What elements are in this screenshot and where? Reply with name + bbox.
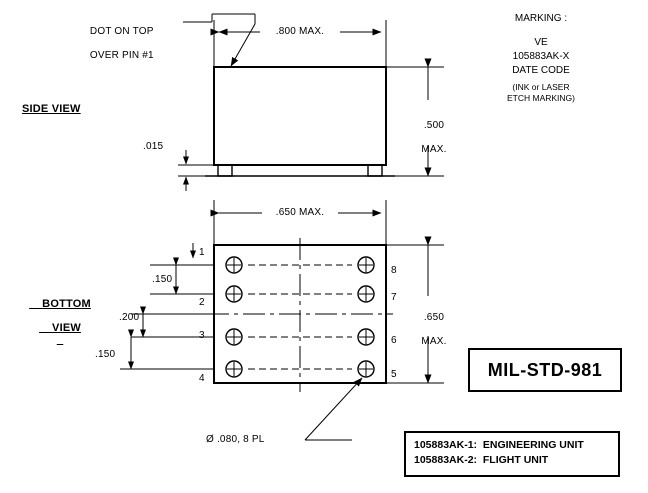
bottom-view-title-line1: BOTTOM bbox=[42, 298, 91, 310]
pin-label-5: 5 bbox=[391, 369, 397, 380]
dim-pitch-3: .150 bbox=[95, 349, 116, 360]
unit-row-flight: 105883AK-2: FLIGHT UNIT bbox=[414, 454, 549, 466]
dim-pitch-2: .200 bbox=[119, 312, 140, 323]
mil-std-box bbox=[468, 348, 622, 392]
dim-standoff: .015 bbox=[143, 141, 164, 152]
side-view-title: SIDE VIEW bbox=[22, 103, 81, 115]
pin-label-7: 7 bbox=[391, 292, 397, 303]
pin-label-2: 2 bbox=[199, 297, 205, 308]
unit-row-engineering: 105883AK-1: ENGINEERING UNIT bbox=[414, 439, 584, 451]
marking-line2: 105883AK-X bbox=[512, 51, 570, 62]
bottom-view-title-line2: VIEW bbox=[52, 322, 81, 334]
dim-bottom-height bbox=[404, 300, 452, 360]
bottom-view-title bbox=[14, 286, 106, 346]
pin-label-3: 3 bbox=[199, 330, 205, 341]
marking-title: MARKING : bbox=[514, 13, 568, 24]
marking-line3: DATE CODE bbox=[512, 65, 570, 76]
dot-on-top-note bbox=[78, 14, 154, 74]
dot-note-line2: OVER PIN #1 bbox=[89, 50, 154, 61]
hole-note: Ø .080, 8 PL bbox=[206, 434, 265, 445]
dim-side-height bbox=[404, 108, 452, 168]
pin-label-6: 6 bbox=[391, 335, 397, 346]
dim-bottom-height-max: MAX. bbox=[421, 336, 447, 347]
dim-side-height-max: MAX. bbox=[421, 144, 447, 155]
marking-block bbox=[452, 12, 630, 104]
pin-label-4: 4 bbox=[199, 373, 205, 384]
dot-note-line1: DOT ON TOP bbox=[89, 26, 154, 37]
dim-side-height-value: .500 bbox=[423, 120, 445, 131]
mil-std-label: MIL-STD-981 bbox=[487, 359, 603, 380]
dim-bottom-width: .650 MAX. bbox=[275, 207, 325, 218]
dim-pitch-1: .150 bbox=[152, 274, 173, 285]
dim-top-width: .800 MAX. bbox=[275, 26, 325, 37]
dim-bottom-height-value: .650 bbox=[423, 312, 445, 323]
unit-designation-box bbox=[404, 431, 620, 477]
pin-label-1: 1 bbox=[199, 247, 205, 258]
marking-line1: VE bbox=[534, 37, 548, 48]
marking-note-line1: (INK or LASER bbox=[512, 82, 570, 92]
marking-note-line2: ETCH MARKING) bbox=[507, 93, 575, 103]
pin-label-8: 8 bbox=[391, 265, 397, 276]
